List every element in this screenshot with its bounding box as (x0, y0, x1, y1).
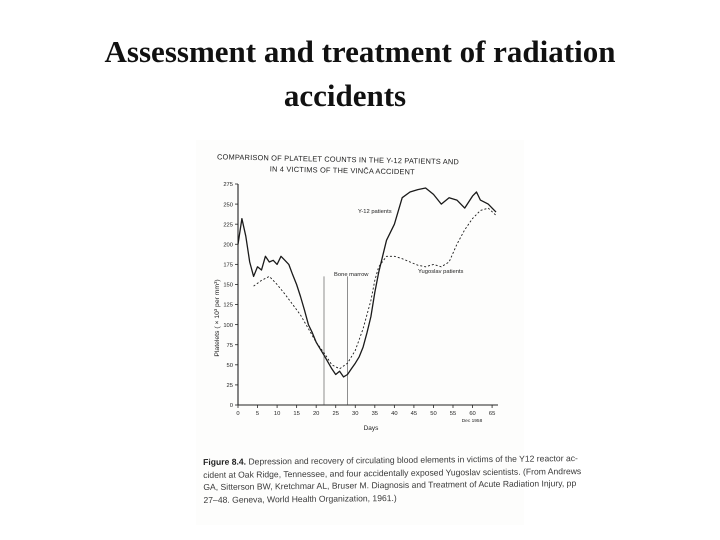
y-tick-label: 50 (226, 363, 233, 370)
x-tick-label: 40 (391, 411, 398, 417)
slide-title-line-2: accidents (283, 78, 407, 113)
x-tick-label: 65 (488, 411, 496, 417)
figure-caption (203, 452, 616, 507)
slide-title-line-1: Assessment and treatment of radiation (104, 34, 616, 69)
y-tick-label: 0 (229, 403, 233, 410)
x-tick-label: 5 (255, 411, 260, 417)
x-tick-label: 30 (352, 411, 359, 417)
caption-line-3: GA, Sitterson BW, Kretchmar AL, Bruser M. Diagnosis and Treatment of Acute Radiation Injury, pp (203, 478, 577, 493)
x-tick-label: 25 (332, 411, 339, 417)
x-tick-label: 20 (312, 411, 320, 417)
y-tick-label: 200 (223, 242, 233, 249)
series-line-yugoslav (254, 208, 496, 369)
caption-figure-number: Figure 8.4. (203, 456, 247, 467)
y-axis-label: Platelets ( × 10³ per mm³) (214, 279, 221, 357)
x-tick-label: 55 (449, 411, 457, 417)
y-tick-label: 225 (223, 222, 233, 229)
y-tick-label: 75 (226, 342, 233, 349)
bone-marrow-label: Bone marrow (334, 272, 369, 278)
x-tick-label: 0 (236, 411, 240, 417)
x-tick-label: 15 (293, 411, 300, 417)
x-tick-label: 50 (430, 411, 437, 417)
x-tick-label: 45 (410, 411, 418, 417)
x-tick-label: 35 (371, 411, 379, 417)
x-tick-label: 10 (273, 411, 281, 417)
x-axis-label: Days (363, 425, 379, 432)
y-tick-label: 150 (223, 282, 233, 289)
y-tick-label: 250 (223, 202, 233, 209)
legend-label-yugoslav: Yugoslav patients (418, 269, 464, 275)
caption-line-4: 27–48. Geneva, World Health Organization, 1961.) (203, 492, 397, 505)
y-tick-label: 125 (223, 302, 233, 309)
legend-label-y12: Y-12 patients (358, 209, 392, 215)
axes-frame (238, 184, 498, 405)
series-line-y12 (238, 188, 496, 377)
y-tick-label: 25 (226, 383, 233, 390)
chart-title-line-1: COMPARISON OF PLATELET COUNTS IN THE Y-12 PATIENTS AND (216, 152, 460, 167)
y-tick-label: 275 (223, 182, 233, 189)
y-tick-label: 175 (223, 262, 233, 269)
chart-title-line-2: IN 4 VICTIMS OF THE VINČA ACCIDENT (269, 164, 415, 177)
x-tick-label: 60 (469, 411, 476, 417)
caption-line-2: cident at Oak Ridge, Tennessee, and four accidentally exposed Yugoslav scientists. (From Andrews (203, 465, 582, 480)
y-tick-label: 100 (223, 322, 233, 329)
caption-line-1: Depression and recovery of circulating blood elements in victims of the Y12 reactor ac- (248, 453, 578, 467)
x-axis-extra-label: Dec 1958 (461, 419, 483, 424)
